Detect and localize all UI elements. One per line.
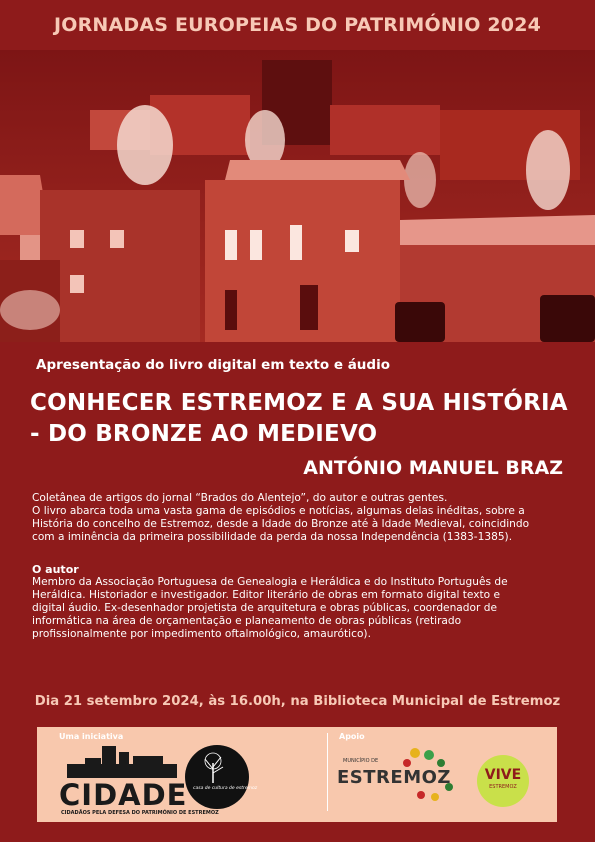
description-line: Coletânea de artigos do jornal “Brados do Alentejo”, do autor e outras gentes.: [32, 492, 448, 504]
description-line: com a iminência da primeira possibilidade da perda da nossa Independência (1383-1385).: [32, 531, 513, 543]
castle-icon: [67, 742, 177, 782]
book-title-line2: - DO BRONZE AO MEDIEVO: [30, 421, 378, 447]
bio-line: Heráldica. Historiador e investigador. Editor literário de obras em formato digital texto e: [32, 589, 501, 601]
about-author-bio: [32, 576, 567, 641]
cidade-logo: [59, 740, 219, 816]
about-author-heading: O autor: [32, 563, 79, 576]
casa-cultura-logo: [185, 745, 258, 809]
book-title-line1: CONHECER ESTREMOZ E A SUA HISTÓRIA: [30, 390, 568, 416]
estremoz-name: ESTREMOZ: [337, 767, 451, 788]
municipio-estremoz-logo: [337, 747, 467, 817]
bio-line: digital áudio. Ex-desenhador projetista de arquitetura e obras públicas, coordenador de: [32, 602, 497, 614]
author-name: ANTÓNIO MANUEL BRAZ: [303, 457, 563, 479]
cidade-tagline: CIDADÃOS PELA DEFESA DO PATRIMÓNIO DE ESTREMOZ: [61, 810, 219, 816]
town-photo-illustration: [0, 50, 595, 342]
event-title: JORNADAS EUROPEIAS DO PATRIMÓNIO 2024: [53, 14, 542, 36]
event-date-location: Dia 21 setembro 2024, às 16.00h, na Biblioteca Municipal de Estremoz: [34, 694, 561, 709]
hero-town-photo: [0, 50, 595, 342]
tree-icon: [185, 745, 249, 809]
book-title: [30, 388, 568, 450]
vive-estremoz-logo: [477, 755, 529, 807]
municipio-label: MUNICÍPIO DE: [343, 758, 379, 764]
casa-cultura-caption: casa de cultura de estremoz: [193, 786, 258, 791]
description-line: O livro abarca toda uma vasta gama de episódios e notícias, algumas delas inéditas, sobre a: [32, 505, 525, 517]
bio-line: informática na área de orçamentação e planeamento de obras públicas (retirado: [32, 615, 462, 627]
vive-word: VIVE: [484, 767, 522, 783]
vive-sub: ESTREMOZ: [489, 784, 517, 790]
footer-divider: [327, 733, 328, 811]
event-header: [0, 0, 595, 50]
initiative-label: Uma iniciativa: [59, 732, 124, 741]
support-label: Apoio: [339, 732, 365, 741]
description-line: História do concelho de Estremoz, desde a Idade do Bronze até à Idade Medieval, coincidindo: [32, 518, 530, 530]
presentation-subtitle: Apresentação do livro digital em texto e áudio: [36, 357, 390, 373]
book-description: [32, 492, 567, 544]
cidade-word: CIDADE: [59, 778, 188, 812]
bio-line: profissionalmente por impedimento oftalmológico, amaurótico).: [32, 628, 371, 640]
bio-line: Membro da Associação Portuguesa de Genealogia e Heráldica e do Instituto Português de: [32, 576, 508, 588]
sponsors-panel: [37, 727, 557, 822]
